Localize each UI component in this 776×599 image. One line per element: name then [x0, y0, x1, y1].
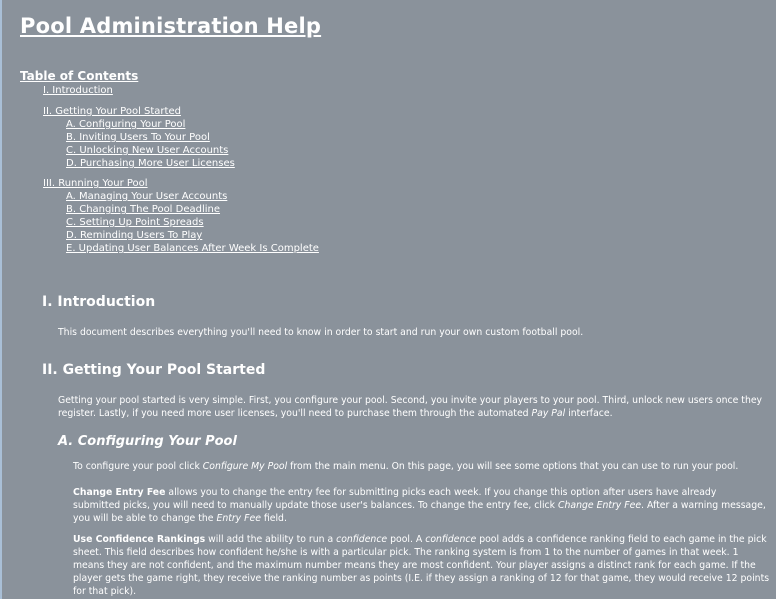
entry-fee-field-ref: Entry Fee — [216, 513, 261, 524]
confidence-rankings-label: Use Confidence Rankings — [73, 534, 206, 545]
page-title: Pool Administration Help — [20, 14, 322, 38]
toc-link-running-pool[interactable]: III. Running Your Pool — [43, 178, 148, 189]
toc-link-reminding-users[interactable]: D. Reminding Users To Play — [66, 230, 203, 241]
getting-started-paragraph: Getting your pool started is very simple. First, you configure your pool. Second, you invite your players to your pool. Third, unlock new users once they register. Lastly, if you need more user licenses, you'll need to purchase them through the automated Pay Pal interface. — [58, 395, 763, 419]
toc-link-purchasing-licenses[interactable]: D. Purchasing More User Licenses — [66, 158, 235, 169]
configure-my-pool-ref: Configure My Pool — [202, 461, 288, 472]
toc-link-updating-balances[interactable]: E. Updating User Balances After Week Is Complete — [66, 243, 319, 254]
section-heading-getting-started: II. Getting Your Pool Started — [42, 362, 266, 378]
confidence-rankings-paragraph: Use Confidence Rankings will add the ability to run a confidence pool. A confidence pool adds a confidence ranking field to each game in the pick sheet. This field describes how confident he/she is with a particular pick. The ranking system is from 1 to the number of games in that week. 1 means they are not confident, and the maximum number means they are most confident. Your player assigns a distinct rank for each game. If the player gets the game right, they receive the ranking number as points (I.E. if they assign a ranking of 12 for that game, they would receive 12 points for that pick). — [73, 534, 770, 597]
change-entry-fee-ref: Change Entry Fee — [558, 500, 642, 511]
subsection-heading-configuring: A. Configuring Your Pool — [58, 434, 237, 449]
toc-link-unlocking-accounts[interactable]: C. Unlocking New User Accounts — [66, 145, 229, 156]
change-entry-fee-label: Change Entry Fee — [73, 487, 166, 498]
toc-link-introduction[interactable]: I. Introduction — [43, 85, 113, 96]
paypal-text: Pay Pal — [531, 408, 566, 419]
toc-link-configuring[interactable]: A. Configuring Your Pool — [66, 119, 186, 130]
help-page — [2, 0, 776, 599]
toc-link-getting-started[interactable]: II. Getting Your Pool Started — [43, 106, 181, 117]
change-entry-fee-paragraph: Change Entry Fee allows you to change the entry fee for submitting picks each week. If you change this option after users have already submitted picks, you will need to manually update those user's balances. To change the entry fee, click Change Entry Fee. After a warning message, you will be able to change the Entry Fee field. — [73, 487, 766, 524]
section-heading-introduction: I. Introduction — [42, 294, 156, 310]
toc-link-changing-deadline[interactable]: B. Changing The Pool Deadline — [66, 204, 221, 215]
toc-link-inviting-users[interactable]: B. Inviting Users To Your Pool — [66, 132, 210, 143]
configure-intro-paragraph: To configure your pool click Configure My Pool from the main menu. On this page, you will see some options that you can use to run your pool. — [73, 461, 739, 472]
toc-link-managing-accounts[interactable]: A. Managing Your User Accounts — [66, 191, 228, 202]
toc-link-point-spreads[interactable]: C. Setting Up Point Spreads — [66, 217, 204, 228]
intro-paragraph: This document describes everything you'll need to know in order to start and run your own custom football pool. — [58, 327, 584, 338]
toc-heading: Table of Contents — [20, 69, 139, 83]
